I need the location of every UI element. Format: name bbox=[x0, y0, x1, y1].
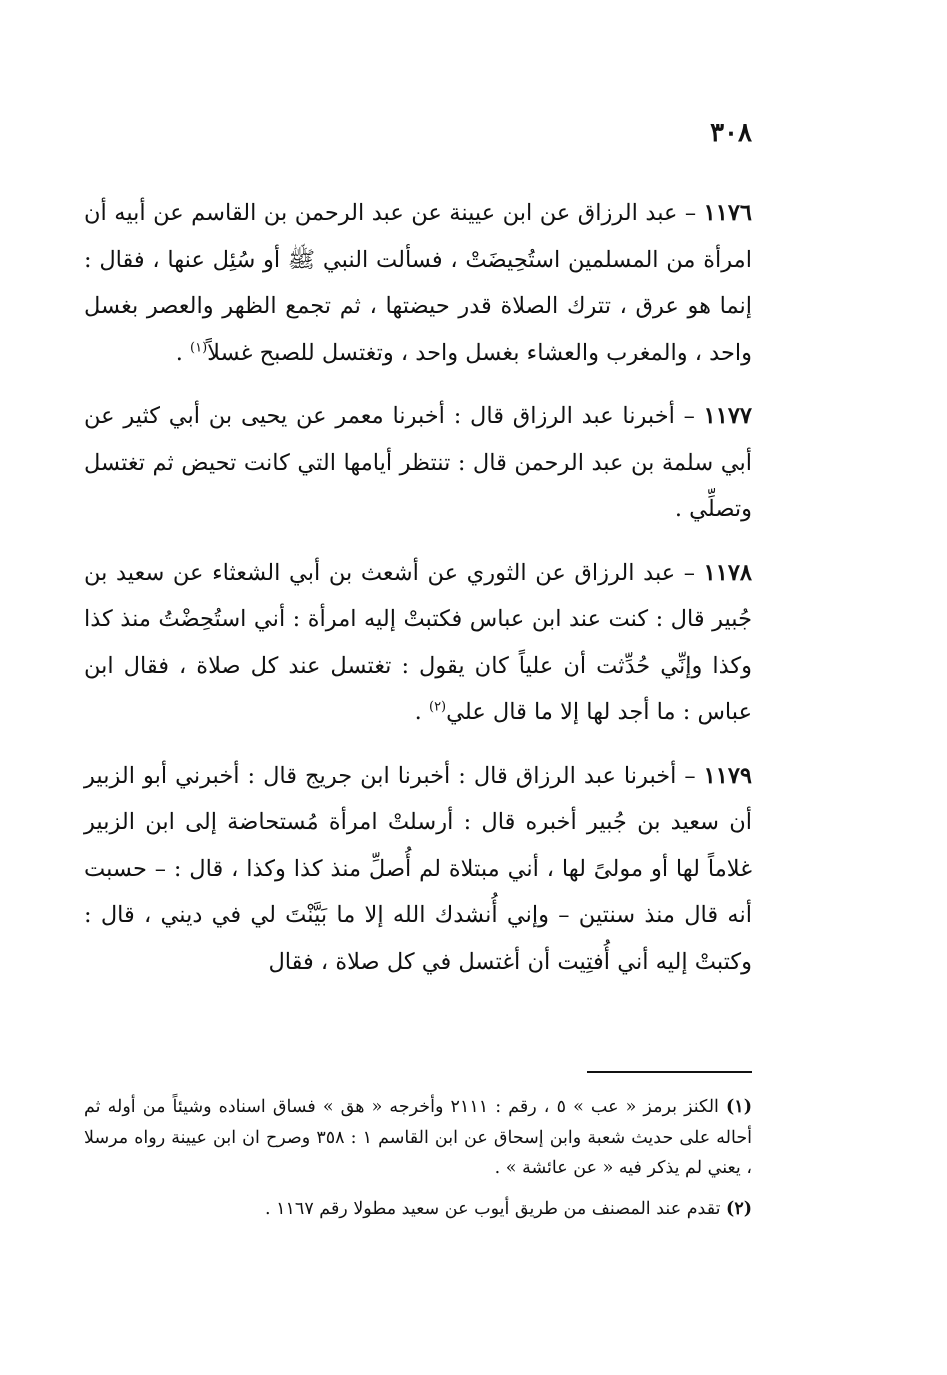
footnote-number: (٢) bbox=[726, 1198, 752, 1219]
footnote-ref-1: (١) bbox=[190, 340, 208, 355]
hadith-1179 bbox=[84, 753, 752, 986]
footnote-number: (١) bbox=[726, 1097, 752, 1117]
main-text bbox=[84, 190, 752, 1002]
hadith-end: . bbox=[414, 699, 429, 725]
footnote-text: الكنز برمز « عب » ٥ ، رقم : ٢١١١ وأخرجه « هق » فساق اسناده وشيئاً من أوله ثم أحاله على حديث شعبة وابن إسحاق عن ابن القاسم ١ : ٣٥٨ وصرح ان ابن عيينة رواه مرسلا ، يعني لم يذكر فيه « عن عائشة » . bbox=[84, 1097, 752, 1178]
footnote-2 bbox=[84, 1194, 752, 1225]
hadith-dash: – bbox=[683, 403, 695, 429]
hadith-dash: – bbox=[684, 200, 697, 226]
hadith-1176 bbox=[84, 190, 752, 376]
footnote-ref-2: (٢) bbox=[428, 699, 447, 715]
hadith-1177 bbox=[84, 393, 752, 533]
hadith-text: عبد الرزاق عن ابن عيينة عن عبد الرحمن بن القاسم عن أبيه أن امرأة من المسلمين استُحِيضَتْ ، فسألت النبي ﷺ أو سُئِل عنها ، فقال : إنما هو عرق ، تترك الصلاة قدر حيضتها ، ثم تجمع الظهر والعصر بغسل واحد ، والمغرب والعشاء بغسل واحد ، وتغتسل للصبح غسلاً bbox=[84, 200, 752, 366]
footnote-divider bbox=[587, 1071, 752, 1073]
footnote-1 bbox=[84, 1092, 752, 1184]
hadith-text: عبد الرزاق عن الثوري عن أشعث بن أبي الشعثاء عن سعيد بن جُبير قال : كنت عند ابن عباس فكتبتْ إليه امرأة : أني استُحِضْتُ منذ كذا وكذا وإنِّي حُدِّثت أن علياً كان يقول : تغتسل عند كل صلاة ، فقال ابن عباس : ما أجد لها إلا ما قال علي bbox=[84, 559, 752, 725]
hadith-end: . bbox=[674, 496, 690, 522]
hadith-text: أخبرنا عبد الرزاق قال : أخبرنا ابن جريج قال : أخبرني أبو الزبير أن سعيد بن جُبير أخبره قال : أرسلتْ امرأة مُستحاضة إلى ابن الزبير غلاماً لها أو مولىً لها ، أني مبتلاة لم أُصلِّ منذ كذا وكذا ، قال : – حسبت أنه قال منذ سنتين – وإني أُنشدك الله إلا ما بَيَّنْتَ لي في ديني ، قال : وكتبتْ إليه أني أُفتِيت أن أغتسل في كل صلاة ، فقال bbox=[84, 762, 752, 975]
footnote-text: تقدم عند المصنف من طريق أيوب عن سعيد مطولا رقم ١١٦٧ . bbox=[264, 1198, 721, 1219]
hadith-1178 bbox=[84, 550, 752, 736]
hadith-number: ١١٧٨ bbox=[703, 559, 753, 586]
hadith-text: أخبرنا عبد الرزاق قال : أخبرنا معمر عن يحيى بن أبي كثير عن أبي سلمة بن عبد الرحمن قال : تنتظر أيامها التي كانت تحيض ثم تغتسل وتصلِّي bbox=[84, 403, 752, 522]
hadith-end: . bbox=[175, 339, 191, 366]
page-number: ٣٠٨ bbox=[710, 118, 752, 148]
hadith-number: ١١٧٦ bbox=[703, 200, 753, 226]
hadith-number: ١١٧٧ bbox=[703, 403, 752, 429]
hadith-dash: – bbox=[684, 762, 696, 789]
footnotes bbox=[84, 1092, 752, 1234]
hadith-number: ١١٧٩ bbox=[703, 762, 752, 789]
hadith-dash: – bbox=[683, 559, 696, 586]
